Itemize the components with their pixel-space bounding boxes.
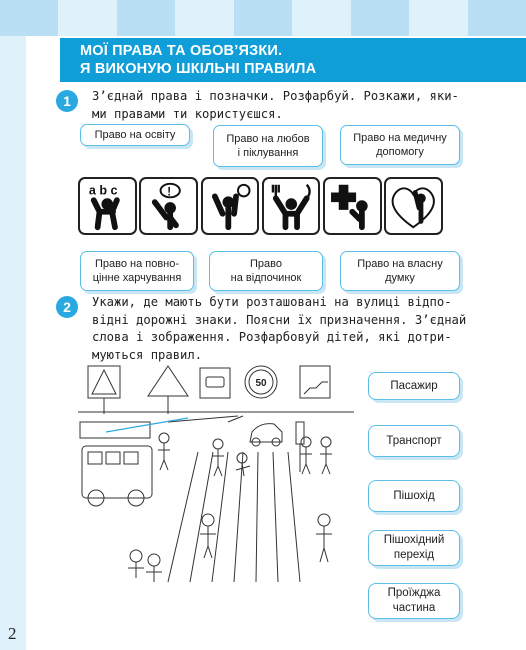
- lesson-title-line1: МОЇ ПРАВА ТА ОБОВ’ЯЗКИ.: [80, 43, 283, 59]
- car-icon: [250, 424, 282, 442]
- task2-number-badge: 2: [56, 296, 78, 318]
- street-scene-illustration[interactable]: [78, 362, 354, 588]
- box-label: допомогу: [376, 146, 424, 158]
- page-number: 2: [8, 624, 17, 643]
- medical-cross-icon[interactable]: [323, 177, 382, 235]
- box-label: частина: [392, 602, 436, 614]
- strip-cell: [292, 0, 350, 36]
- task1-number-badge: 1: [56, 90, 78, 112]
- box-label: Пішохідний: [383, 534, 445, 546]
- right-box-education[interactable]: [80, 124, 190, 146]
- box-label: думку: [385, 272, 415, 284]
- word-box-passenger[interactable]: [368, 372, 460, 400]
- box-label: Транспорт: [386, 434, 442, 447]
- child-body: [320, 447, 332, 474]
- right-box-opinion[interactable]: [340, 251, 460, 291]
- strip-cell: [351, 0, 409, 36]
- task2-instructions: [92, 294, 466, 364]
- word-box-roadway[interactable]: [368, 583, 460, 619]
- strip-cell: [58, 0, 116, 36]
- task1-line: ми правами ти користуєшся.: [92, 106, 283, 121]
- task1-line: З’єднай права і позначки. Розфарбуй. Розкажи, яки-: [92, 89, 459, 103]
- right-box-love-care[interactable]: [213, 125, 323, 167]
- strip-cell: [234, 0, 292, 36]
- sign-triangle: [92, 370, 116, 394]
- children-warning-sign[interactable]: [148, 366, 188, 396]
- play-rest-icon[interactable]: [201, 177, 260, 235]
- task2-line: Укажи, де мають бути розташовані на вулиці відпо-: [92, 295, 452, 309]
- bus-icon: [82, 446, 152, 498]
- child-figure: [159, 433, 169, 443]
- child-figure: [202, 514, 214, 526]
- right-box-nutrition[interactable]: [80, 251, 194, 291]
- child-body: [212, 449, 224, 476]
- child-body: [300, 447, 312, 474]
- abc-glyph: a b c: [88, 183, 118, 198]
- box-label: Право на власну: [357, 258, 443, 270]
- word-box-transport[interactable]: [368, 425, 460, 457]
- box-label: Право на любов: [226, 133, 310, 145]
- box-label: Проїжджа: [387, 587, 441, 599]
- child-body: [158, 443, 170, 470]
- strip-cell: [409, 0, 467, 36]
- bus-window: [106, 452, 120, 464]
- bus-stop-sign[interactable]: [200, 368, 230, 398]
- child-figure: [321, 437, 331, 447]
- word-box-pedestrian[interactable]: [368, 480, 460, 512]
- exclaim-glyph: !: [167, 186, 172, 199]
- child-body: [316, 526, 332, 562]
- box-label: Право на медичну: [353, 132, 447, 144]
- child-body: [128, 562, 144, 578]
- fork-knife-food-icon[interactable]: [262, 177, 321, 235]
- strip-cell: [0, 0, 58, 36]
- child-body: [146, 566, 162, 582]
- box-label: на відпочинок: [230, 272, 302, 284]
- rights-icons-row: [78, 177, 443, 235]
- stairs-glyph: [304, 382, 328, 394]
- child-body: [236, 463, 250, 476]
- child-figure: [148, 554, 160, 566]
- strip-cell: [468, 0, 526, 36]
- attention-care-icon[interactable]: [139, 177, 198, 235]
- lesson-title-line2: Я ВИКОНУЮ ШКІЛЬНІ ПРАВИЛА: [80, 61, 317, 77]
- box-label: перехід: [393, 549, 435, 561]
- right-box-medical[interactable]: [340, 125, 460, 165]
- box-label: і піклування: [237, 147, 299, 159]
- child-figure: [318, 514, 330, 526]
- abc-education-icon[interactable]: [78, 177, 137, 235]
- heart-opinion-icon[interactable]: [384, 177, 443, 235]
- top-decor-strip: [0, 0, 526, 36]
- strip-cell: [175, 0, 233, 36]
- task2-line: відні дорожні знаки. Поясни їх призначення. З’єднай: [92, 312, 467, 327]
- bus-window: [124, 452, 138, 464]
- task2-line: муються правил.: [92, 347, 203, 362]
- lesson-title-banner: [60, 38, 526, 82]
- child-figure: [130, 550, 142, 562]
- drawn-connection-line: [106, 418, 188, 432]
- child-body: [200, 526, 216, 558]
- box-label: Пішохід: [393, 489, 435, 502]
- box-label: Право: [250, 258, 282, 270]
- bus-glyph: [206, 377, 224, 387]
- task1-instructions: [92, 88, 459, 123]
- child-figure: [213, 439, 223, 449]
- box-label: цінне харчування: [92, 272, 182, 284]
- traffic-light-icon: [296, 422, 304, 444]
- right-box-rest[interactable]: [209, 251, 323, 291]
- box-label: Право на освіту: [94, 129, 176, 141]
- child-figure: [301, 437, 311, 447]
- box-label: Пасажир: [390, 379, 438, 392]
- speed-limit-value: 50: [255, 378, 267, 389]
- strip-cell: [117, 0, 175, 36]
- word-box-crosswalk[interactable]: [368, 530, 460, 566]
- crosswalk-stripes: [168, 452, 300, 582]
- box-label: Право на повно-: [94, 258, 180, 270]
- task2-line: слова і зображення. Розфарбовуй дітей, які дотри-: [92, 330, 452, 344]
- bus-window: [88, 452, 102, 464]
- left-margin-band: [0, 36, 26, 650]
